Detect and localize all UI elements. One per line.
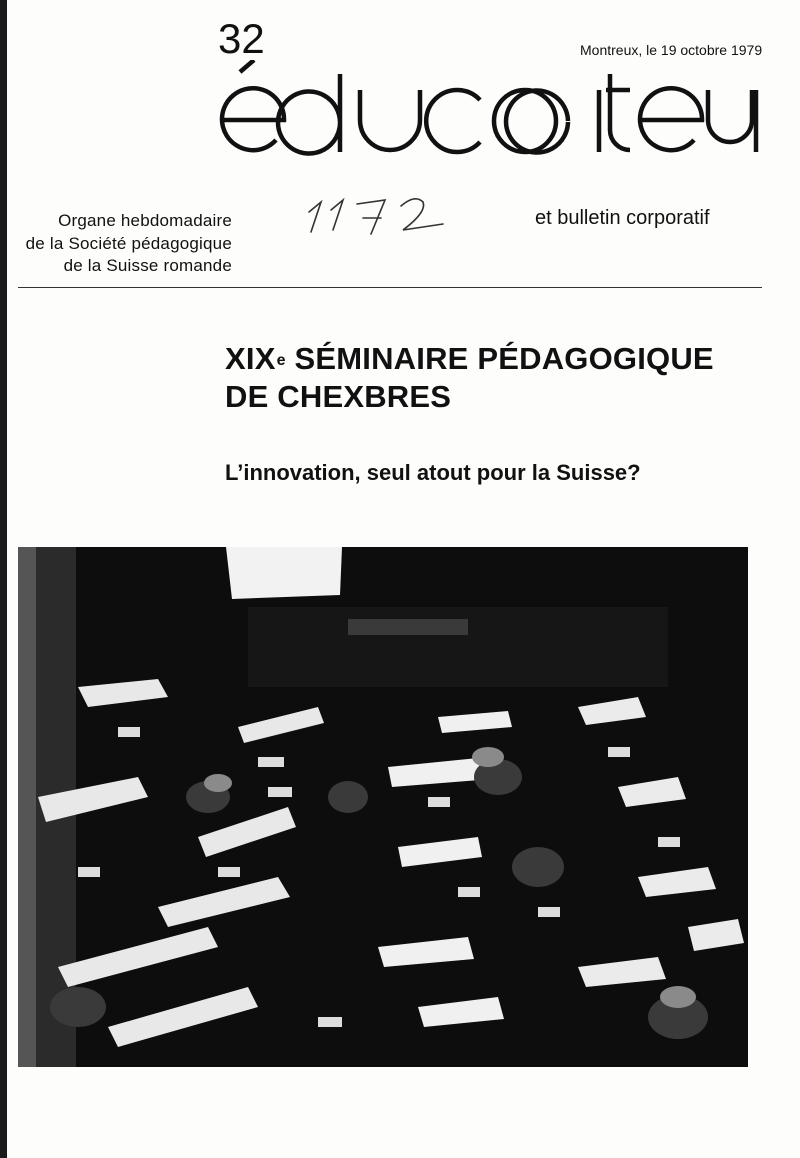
header-divider xyxy=(18,287,762,288)
headline-superscript: e xyxy=(276,352,286,369)
date-line: Montreux, le 19 octobre 1979 xyxy=(580,42,763,58)
org-line-2: de la Société pédagogique xyxy=(25,233,232,253)
headline-numeral: XIX xyxy=(225,341,276,376)
photo-canvas xyxy=(18,547,748,1067)
binding-edge xyxy=(0,0,7,1158)
publisher-description xyxy=(8,210,232,278)
subtitle: L’innovation, seul atout pour la Suisse? xyxy=(225,460,641,485)
org-line-1: Organe hebdomadaire xyxy=(58,211,232,230)
headline-line-1 xyxy=(225,340,714,378)
headline-line-1-text: SÉMINAIRE PÉDAGOGIQUE xyxy=(285,341,714,376)
bulletin-label: et bulletin corporatif xyxy=(535,207,710,229)
seminar-photo xyxy=(18,547,748,1067)
masthead-logo xyxy=(210,60,760,160)
headline-line-2: DE CHEXBRES xyxy=(225,379,452,414)
handwritten-note xyxy=(305,190,455,250)
main-headline xyxy=(225,340,714,416)
issue-number: 32 xyxy=(218,15,265,62)
org-line-3: de la Suisse romande xyxy=(63,256,232,275)
